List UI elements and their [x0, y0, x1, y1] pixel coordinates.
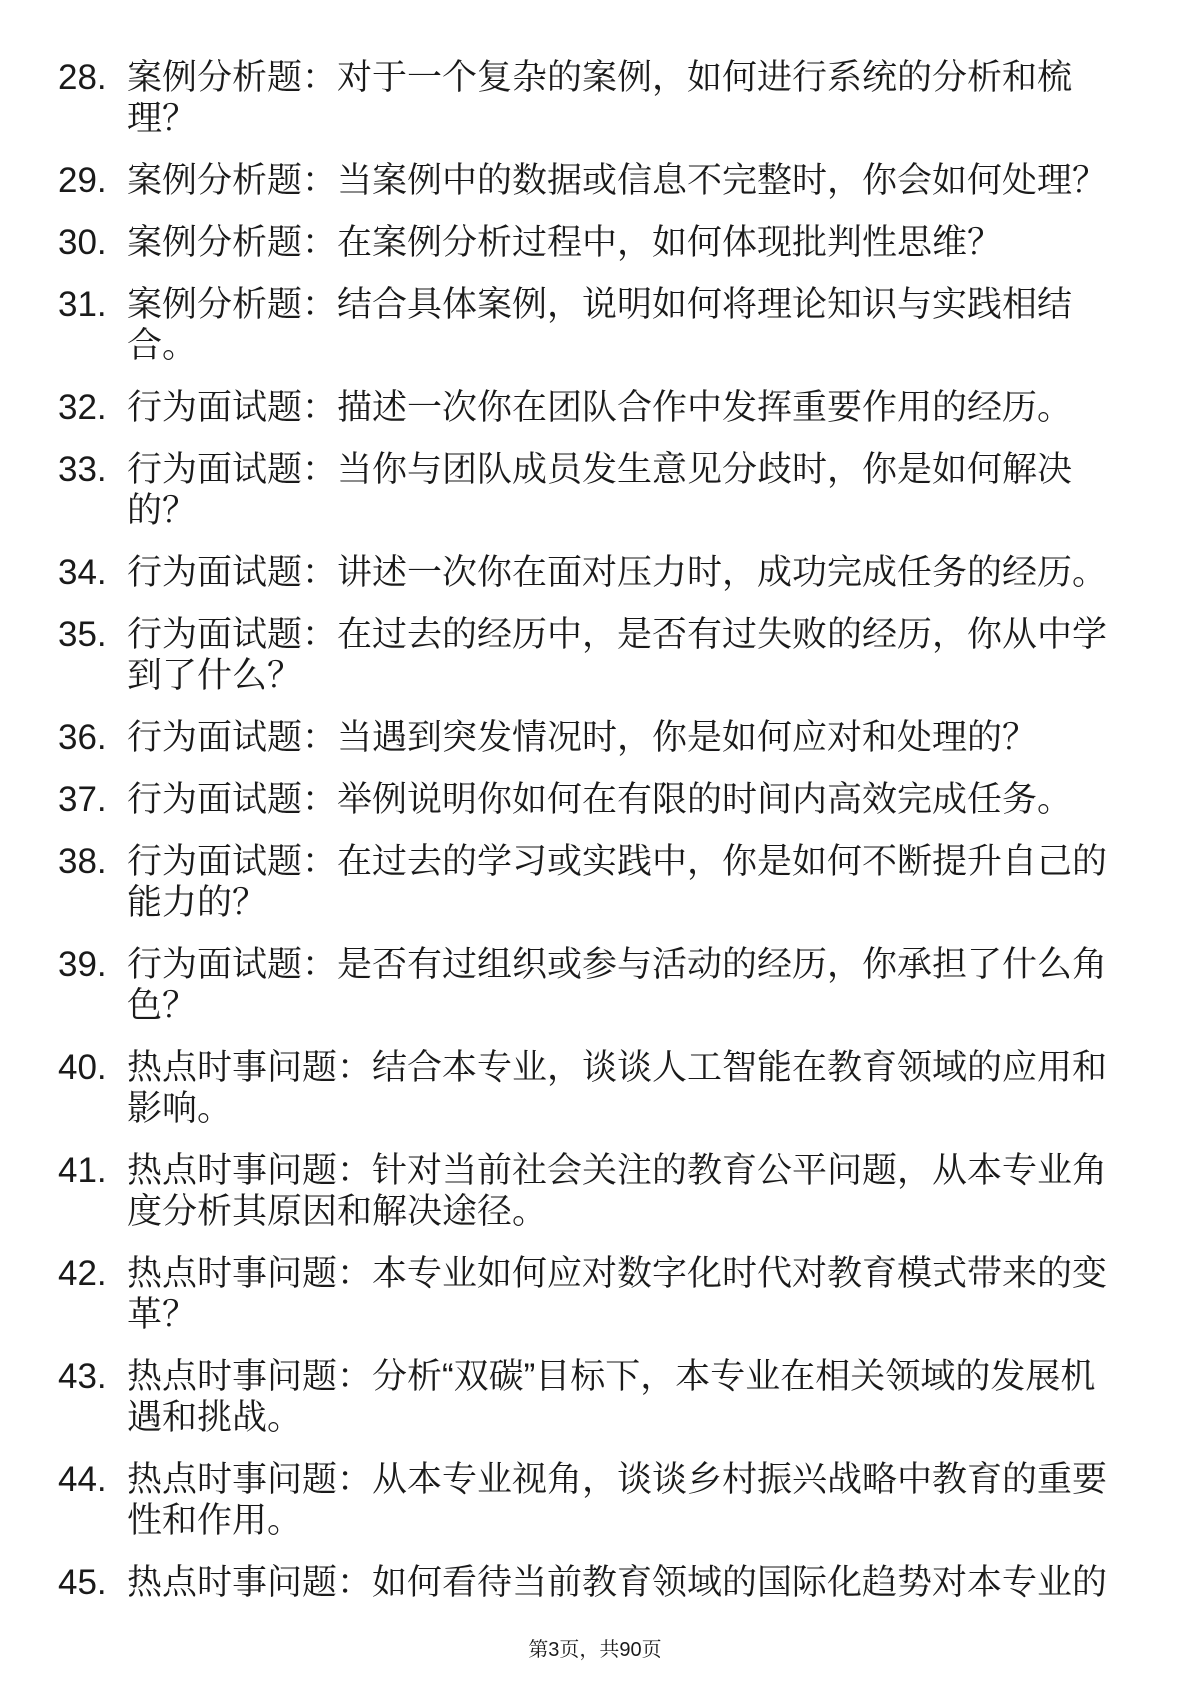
- question-item-41: [0, 1150, 1190, 1232]
- question-number: 39.: [58, 945, 107, 984]
- question-text-line: 案例分析题：在案例分析过程中，如何体现批判性思维？: [127, 223, 1003, 262]
- question-text-line: 案例分析题：结合具体案例，说明如何将理论知识与实践相结: [127, 285, 1073, 324]
- question-text-line: 行为面试题：在过去的学习或实践中，你是如何不断提升自己的: [127, 842, 1108, 881]
- question-number: 44.: [58, 1460, 107, 1499]
- question-text-line: 到了什么？: [127, 656, 303, 695]
- question-text-line: 革？: [127, 1295, 198, 1334]
- question-text: [127, 1562, 1127, 1603]
- question-text: [127, 944, 1127, 1026]
- page-number-label: 第3页，共90页: [528, 1639, 662, 1661]
- question-text-line: 行为面试题：当遇到突发情况时，你是如何应对和处理的？: [127, 718, 1038, 757]
- question-text-line: 行为面试题：讲述一次你在面对压力时，成功完成任务的经历。: [127, 553, 1108, 592]
- question-number: 45.: [58, 1563, 107, 1602]
- question-number: 43.: [58, 1357, 107, 1396]
- question-text-line: 热点时事问题：分析“双碳”目标下，本专业在相关领域的发展机: [127, 1357, 1096, 1396]
- question-number: 33.: [58, 450, 107, 489]
- question-number: 31.: [58, 285, 107, 324]
- question-list: [0, 57, 1190, 1624]
- question-item-32: [0, 387, 1190, 428]
- question-text: [127, 222, 1127, 263]
- question-text: [127, 717, 1127, 758]
- page-footer: [0, 1638, 1190, 1662]
- question-item-29: [0, 160, 1190, 201]
- question-text-line: 案例分析题：当案例中的数据或信息不完整时，你会如何处理？: [127, 161, 1108, 200]
- question-text-line: 的？: [127, 491, 198, 530]
- question-item-44: [0, 1459, 1190, 1541]
- question-text: [127, 552, 1127, 593]
- question-number: 35.: [58, 615, 107, 654]
- question-text-line: 热点时事问题：本专业如何应对数字化时代对教育模式带来的变: [127, 1254, 1108, 1293]
- question-text: [127, 160, 1127, 201]
- question-text: [127, 387, 1127, 428]
- question-text: [127, 614, 1127, 696]
- question-number: 41.: [58, 1151, 107, 1190]
- question-text-line: 行为面试题：举例说明你如何在有限的时间内高效完成任务。: [127, 780, 1073, 819]
- question-text-line: 热点时事问题：如何看待当前教育领域的国际化趋势对本专业的: [127, 1563, 1108, 1602]
- question-text: [127, 1047, 1127, 1129]
- question-item-35: [0, 614, 1190, 696]
- question-item-30: [0, 222, 1190, 263]
- question-number: 38.: [58, 842, 107, 881]
- question-item-36: [0, 717, 1190, 758]
- question-text: [127, 1150, 1127, 1232]
- question-item-40: [0, 1047, 1190, 1129]
- question-item-31: [0, 284, 1190, 366]
- question-number: 40.: [58, 1048, 107, 1087]
- question-text-line: 度分析其原因和解决途径。: [127, 1192, 548, 1231]
- question-text-line: 行为面试题：描述一次你在团队合作中发挥重要作用的经历。: [127, 388, 1073, 427]
- question-text-line: 行为面试题：当你与团队成员发生意见分歧时，你是如何解决: [127, 450, 1073, 489]
- question-item-39: [0, 944, 1190, 1026]
- question-text-line: 热点时事问题：从本专业视角，谈谈乡村振兴战略中教育的重要: [127, 1460, 1108, 1499]
- question-number: 42.: [58, 1254, 107, 1293]
- question-text: [127, 779, 1127, 820]
- question-text-line: 性和作用。: [127, 1501, 303, 1540]
- question-item-38: [0, 841, 1190, 923]
- question-text-line: 合。: [127, 326, 198, 365]
- question-text-line: 遇和挑战。: [127, 1398, 303, 1437]
- question-number: 32.: [58, 388, 107, 427]
- question-item-43: [0, 1356, 1190, 1438]
- question-text-line: 色？: [127, 986, 198, 1025]
- question-item-45: [0, 1562, 1190, 1603]
- question-text-line: 案例分析题：对于一个复杂的案例，如何进行系统的分析和梳: [127, 58, 1073, 97]
- question-item-34: [0, 552, 1190, 593]
- question-text: [127, 449, 1127, 531]
- question-text-line: 热点时事问题：针对当前社会关注的教育公平问题，从本专业角: [127, 1151, 1108, 1190]
- question-text-line: 影响。: [127, 1089, 233, 1128]
- question-number: 37.: [58, 780, 107, 819]
- question-text-line: 热点时事问题：结合本专业，谈谈人工智能在教育领域的应用和: [127, 1048, 1108, 1087]
- question-number: 34.: [58, 553, 107, 592]
- question-number: 29.: [58, 161, 107, 200]
- question-text: [127, 57, 1127, 139]
- question-number: 28.: [58, 58, 107, 97]
- question-number: 30.: [58, 223, 107, 262]
- question-item-42: [0, 1253, 1190, 1335]
- question-item-33: [0, 449, 1190, 531]
- question-item-37: [0, 779, 1190, 820]
- question-text: [127, 1253, 1127, 1335]
- question-item-28: [0, 57, 1190, 139]
- question-text: [127, 284, 1127, 366]
- question-text-line: 理？: [127, 99, 198, 138]
- question-text-line: 行为面试题：是否有过组织或参与活动的经历，你承担了什么角: [127, 945, 1108, 984]
- question-number: 36.: [58, 718, 107, 757]
- question-text-line: 行为面试题：在过去的经历中，是否有过失败的经历，你从中学: [127, 615, 1108, 654]
- question-text: [127, 841, 1127, 923]
- question-text-line: 能力的？: [127, 883, 268, 922]
- question-text: [127, 1459, 1127, 1541]
- question-text: [127, 1356, 1127, 1438]
